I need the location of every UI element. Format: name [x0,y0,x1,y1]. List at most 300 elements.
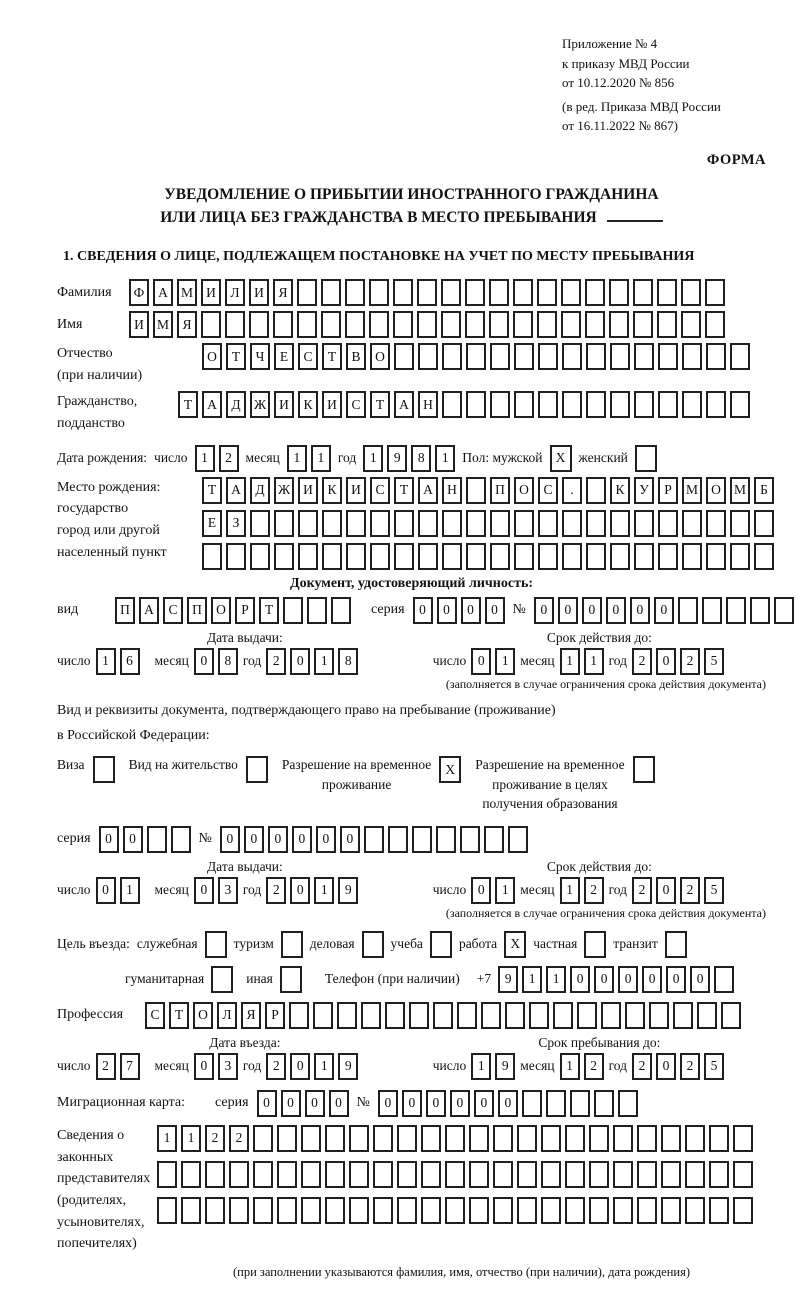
char-box[interactable] [733,1197,753,1224]
char-box[interactable] [721,1002,741,1029]
char-box[interactable] [397,1161,417,1188]
char-box[interactable] [678,597,698,624]
char-box[interactable] [445,1197,465,1224]
char-box[interactable] [225,311,245,338]
char-box[interactable] [322,543,342,570]
char-box[interactable]: 0 [485,597,505,624]
char-box[interactable] [349,1197,369,1224]
char-box[interactable]: 9 [498,966,518,993]
char-box[interactable]: 0 [654,597,674,624]
char-box[interactable] [633,279,653,306]
char-box[interactable] [301,1125,321,1152]
char-box[interactable] [445,1125,465,1152]
char-box[interactable]: 1 [195,445,215,472]
char-box[interactable]: Н [418,391,438,418]
char-box[interactable] [418,543,438,570]
char-box[interactable] [465,311,485,338]
char-box[interactable] [586,510,606,537]
char-box[interactable]: О [370,343,390,370]
char-box[interactable]: 0 [290,648,310,675]
char-box[interactable] [682,343,702,370]
char-box[interactable] [442,391,462,418]
char-box[interactable]: 0 [666,966,686,993]
char-box[interactable]: 1 [363,445,383,472]
char-box[interactable] [586,477,606,504]
char-box[interactable] [633,311,653,338]
char-box[interactable] [490,543,510,570]
char-box[interactable] [322,510,342,537]
char-box[interactable] [418,343,438,370]
char-box[interactable] [345,279,365,306]
char-box[interactable]: Т [370,391,390,418]
char-box[interactable] [562,343,582,370]
char-box[interactable] [421,1197,441,1224]
char-box[interactable] [397,1125,417,1152]
char-box[interactable]: А [202,391,222,418]
char-box[interactable]: 0 [594,966,614,993]
char-box[interactable] [537,311,557,338]
char-box[interactable] [538,510,558,537]
char-box[interactable]: 0 [99,826,119,853]
char-box[interactable] [517,1125,537,1152]
char-box[interactable]: 2 [219,445,239,472]
char-box[interactable] [730,391,750,418]
char-box[interactable] [637,1197,657,1224]
char-box[interactable] [201,311,221,338]
char-box[interactable] [481,1002,501,1029]
char-box[interactable]: 3 [218,877,238,904]
char-box[interactable] [277,1197,297,1224]
purpose-private-checkbox[interactable] [584,931,606,958]
char-box[interactable] [541,1125,561,1152]
char-box[interactable]: 0 [378,1090,398,1117]
purpose-commercial-checkbox[interactable] [362,931,384,958]
char-box[interactable] [706,391,726,418]
char-box[interactable]: 0 [413,597,433,624]
char-box[interactable]: 1 [560,877,580,904]
char-box[interactable]: 6 [120,648,140,675]
char-box[interactable] [325,1125,345,1152]
char-box[interactable] [421,1125,441,1152]
char-box[interactable] [297,279,317,306]
char-box[interactable] [313,1002,333,1029]
char-box[interactable]: Т [259,597,279,624]
purpose-study-checkbox[interactable] [430,931,452,958]
char-box[interactable] [274,510,294,537]
char-box[interactable] [618,1090,638,1117]
char-box[interactable]: 0 [194,877,214,904]
char-box[interactable] [205,1197,225,1224]
char-box[interactable]: И [249,279,269,306]
char-box[interactable] [685,1125,705,1152]
char-box[interactable] [661,1197,681,1224]
char-box[interactable] [505,1002,525,1029]
char-box[interactable]: 0 [316,826,336,853]
char-box[interactable] [441,279,461,306]
char-box[interactable] [147,826,167,853]
char-box[interactable] [514,510,534,537]
char-box[interactable]: 5 [704,1053,724,1080]
char-box[interactable] [661,1125,681,1152]
char-box[interactable]: М [177,279,197,306]
char-box[interactable] [421,1161,441,1188]
char-box[interactable] [546,1090,566,1117]
char-box[interactable]: 1 [435,445,455,472]
char-box[interactable]: 2 [584,877,604,904]
char-box[interactable] [577,1002,597,1029]
male-checkbox[interactable]: X [550,445,572,472]
char-box[interactable] [493,1125,513,1152]
char-box[interactable]: 2 [584,1053,604,1080]
char-box[interactable] [307,597,327,624]
char-box[interactable]: 0 [461,597,481,624]
char-box[interactable] [522,1090,542,1117]
purpose-humanitarian-checkbox[interactable] [211,966,233,993]
char-box[interactable] [613,1125,633,1152]
char-box[interactable]: 2 [266,648,286,675]
char-box[interactable]: Б [754,477,774,504]
char-box[interactable] [397,1197,417,1224]
char-box[interactable]: 0 [656,877,676,904]
char-box[interactable]: 0 [244,826,264,853]
char-box[interactable]: 0 [268,826,288,853]
char-box[interactable] [331,597,351,624]
char-box[interactable] [385,1002,405,1029]
char-box[interactable] [489,311,509,338]
char-box[interactable]: 0 [630,597,650,624]
char-box[interactable] [774,597,794,624]
char-box[interactable] [436,826,456,853]
char-box[interactable]: С [370,477,390,504]
char-box[interactable] [562,391,582,418]
char-box[interactable] [601,1002,621,1029]
char-box[interactable] [657,279,677,306]
char-box[interactable] [274,543,294,570]
char-box[interactable] [705,311,725,338]
char-box[interactable] [706,343,726,370]
char-box[interactable] [658,510,678,537]
char-box[interactable]: 2 [680,877,700,904]
purpose-tourism-checkbox[interactable] [281,931,303,958]
purpose-business-checkbox[interactable] [205,931,227,958]
char-box[interactable]: 0 [437,597,457,624]
char-box[interactable]: 2 [266,1053,286,1080]
char-box[interactable]: 0 [220,826,240,853]
char-box[interactable] [469,1197,489,1224]
char-box[interactable] [685,1197,705,1224]
char-box[interactable] [493,1197,513,1224]
char-box[interactable] [529,1002,549,1029]
char-box[interactable]: 0 [290,1053,310,1080]
char-box[interactable] [726,597,746,624]
char-box[interactable] [349,1125,369,1152]
char-box[interactable] [394,343,414,370]
char-box[interactable] [417,311,437,338]
char-box[interactable]: Е [274,343,294,370]
char-box[interactable]: 1 [287,445,307,472]
char-box[interactable]: Ж [274,477,294,504]
char-box[interactable] [541,1197,561,1224]
char-box[interactable]: М [682,477,702,504]
char-box[interactable] [393,311,413,338]
char-box[interactable] [750,597,770,624]
char-box[interactable] [301,1161,321,1188]
char-box[interactable]: 2 [680,648,700,675]
char-box[interactable] [457,1002,477,1029]
char-box[interactable]: 0 [194,648,214,675]
char-box[interactable]: К [298,391,318,418]
char-box[interactable]: 1 [495,877,515,904]
char-box[interactable]: 9 [338,1053,358,1080]
char-box[interactable]: 9 [387,445,407,472]
char-box[interactable] [388,826,408,853]
char-box[interactable]: 1 [311,445,331,472]
char-box[interactable]: 0 [426,1090,446,1117]
char-box[interactable] [466,477,486,504]
char-box[interactable] [594,1090,614,1117]
char-box[interactable]: 1 [314,1053,334,1080]
char-box[interactable] [253,1161,273,1188]
char-box[interactable]: 1 [522,966,542,993]
char-box[interactable] [637,1161,657,1188]
char-box[interactable] [610,343,630,370]
char-box[interactable]: Л [217,1002,237,1029]
char-box[interactable]: П [115,597,135,624]
char-box[interactable]: О [202,343,222,370]
char-box[interactable] [466,510,486,537]
char-box[interactable] [490,510,510,537]
char-box[interactable]: Т [178,391,198,418]
char-box[interactable] [589,1197,609,1224]
char-box[interactable]: 0 [534,597,554,624]
char-box[interactable]: И [322,391,342,418]
char-box[interactable] [514,543,534,570]
char-box[interactable]: 0 [402,1090,422,1117]
char-box[interactable]: 0 [329,1090,349,1117]
char-box[interactable]: 2 [205,1125,225,1152]
char-box[interactable] [637,1125,657,1152]
char-box[interactable] [625,1002,645,1029]
char-box[interactable] [562,543,582,570]
char-box[interactable] [589,1161,609,1188]
char-box[interactable] [634,391,654,418]
char-box[interactable] [634,543,654,570]
char-box[interactable]: 0 [606,597,626,624]
char-box[interactable] [610,510,630,537]
char-box[interactable]: 1 [157,1125,177,1152]
char-box[interactable]: 8 [411,445,431,472]
edu-permit-checkbox[interactable] [633,756,655,783]
char-box[interactable] [514,391,534,418]
char-box[interactable] [250,543,270,570]
char-box[interactable]: 0 [292,826,312,853]
char-box[interactable] [706,543,726,570]
char-box[interactable] [253,1125,273,1152]
char-box[interactable] [321,311,341,338]
char-box[interactable] [730,510,750,537]
char-box[interactable]: К [322,477,342,504]
residence-permit-checkbox[interactable] [246,756,268,783]
char-box[interactable]: Т [394,477,414,504]
char-box[interactable]: 0 [474,1090,494,1117]
char-box[interactable] [277,1125,297,1152]
char-box[interactable]: И [129,311,149,338]
char-box[interactable] [373,1125,393,1152]
temp-permit-checkbox[interactable]: X [439,756,461,783]
char-box[interactable]: 9 [495,1053,515,1080]
char-box[interactable] [514,343,534,370]
char-box[interactable] [730,543,750,570]
char-box[interactable]: А [418,477,438,504]
purpose-other-checkbox[interactable] [280,966,302,993]
char-box[interactable]: О [211,597,231,624]
char-box[interactable] [610,391,630,418]
char-box[interactable] [561,311,581,338]
char-box[interactable] [493,1161,513,1188]
char-box[interactable]: Н [442,477,462,504]
char-box[interactable] [250,510,270,537]
char-box[interactable] [586,391,606,418]
char-box[interactable]: А [153,279,173,306]
char-box[interactable]: Я [241,1002,261,1029]
char-box[interactable] [289,1002,309,1029]
char-box[interactable]: А [139,597,159,624]
char-box[interactable]: 1 [584,648,604,675]
char-box[interactable] [469,1125,489,1152]
char-box[interactable] [508,826,528,853]
char-box[interactable] [441,311,461,338]
char-box[interactable]: 0 [340,826,360,853]
char-box[interactable] [562,510,582,537]
char-box[interactable]: А [394,391,414,418]
char-box[interactable]: 8 [218,648,238,675]
char-box[interactable] [469,1161,489,1188]
char-box[interactable]: 0 [281,1090,301,1117]
char-box[interactable]: С [346,391,366,418]
char-box[interactable] [702,597,722,624]
char-box[interactable]: Ж [250,391,270,418]
char-box[interactable]: Ч [250,343,270,370]
char-box[interactable]: И [274,391,294,418]
char-box[interactable] [460,826,480,853]
char-box[interactable]: А [226,477,246,504]
char-box[interactable] [394,510,414,537]
char-box[interactable] [466,543,486,570]
char-box[interactable] [346,510,366,537]
char-box[interactable]: 1 [495,648,515,675]
char-box[interactable] [517,1197,537,1224]
char-box[interactable] [658,543,678,570]
char-box[interactable] [649,1002,669,1029]
char-box[interactable] [657,311,677,338]
char-box[interactable] [321,279,341,306]
char-box[interactable] [634,510,654,537]
char-box[interactable]: 7 [120,1053,140,1080]
char-box[interactable] [682,543,702,570]
char-box[interactable] [585,279,605,306]
char-box[interactable] [586,343,606,370]
char-box[interactable] [561,279,581,306]
char-box[interactable] [613,1197,633,1224]
char-box[interactable] [229,1197,249,1224]
char-box[interactable] [681,311,701,338]
char-box[interactable] [565,1197,585,1224]
char-box[interactable]: 0 [690,966,710,993]
char-box[interactable] [466,391,486,418]
char-box[interactable] [298,510,318,537]
char-box[interactable] [370,510,390,537]
char-box[interactable] [513,311,533,338]
char-box[interactable] [253,1197,273,1224]
char-box[interactable]: 0 [471,877,491,904]
char-box[interactable] [634,343,654,370]
char-box[interactable]: О [514,477,534,504]
char-box[interactable] [565,1125,585,1152]
char-box[interactable] [373,1161,393,1188]
char-box[interactable]: 2 [680,1053,700,1080]
char-box[interactable]: 2 [229,1125,249,1152]
char-box[interactable] [298,543,318,570]
char-box[interactable] [661,1161,681,1188]
char-box[interactable]: 0 [656,1053,676,1080]
char-box[interactable] [538,543,558,570]
char-box[interactable] [709,1197,729,1224]
char-box[interactable] [538,343,558,370]
char-box[interactable]: 1 [181,1125,201,1152]
char-box[interactable] [364,826,384,853]
char-box[interactable] [417,279,437,306]
char-box[interactable] [541,1161,561,1188]
char-box[interactable] [489,279,509,306]
purpose-work-checkbox[interactable]: X [504,931,526,958]
char-box[interactable]: Д [226,391,246,418]
char-box[interactable] [517,1161,537,1188]
char-box[interactable] [682,391,702,418]
char-box[interactable]: 2 [96,1053,116,1080]
char-box[interactable]: Р [658,477,678,504]
char-box[interactable] [697,1002,717,1029]
char-box[interactable]: 0 [257,1090,277,1117]
char-box[interactable] [484,826,504,853]
char-box[interactable] [229,1161,249,1188]
char-box[interactable]: 5 [704,648,724,675]
char-box[interactable]: С [145,1002,165,1029]
char-box[interactable]: У [634,477,654,504]
char-box[interactable] [754,543,774,570]
char-box[interactable]: Я [177,311,197,338]
char-box[interactable]: Л [225,279,245,306]
char-box[interactable] [609,311,629,338]
char-box[interactable]: 0 [656,648,676,675]
char-box[interactable] [565,1161,585,1188]
char-box[interactable] [445,1161,465,1188]
char-box[interactable]: 1 [560,1053,580,1080]
char-box[interactable]: 1 [314,648,334,675]
char-box[interactable]: С [163,597,183,624]
char-box[interactable]: К [610,477,630,504]
char-box[interactable]: Е [202,510,222,537]
char-box[interactable]: 1 [560,648,580,675]
char-box[interactable] [673,1002,693,1029]
char-box[interactable] [610,543,630,570]
char-box[interactable]: О [706,477,726,504]
char-box[interactable] [490,391,510,418]
char-box[interactable]: Д [250,477,270,504]
char-box[interactable]: 0 [582,597,602,624]
char-box[interactable] [730,343,750,370]
char-box[interactable]: И [346,477,366,504]
char-box[interactable]: 3 [218,1053,238,1080]
